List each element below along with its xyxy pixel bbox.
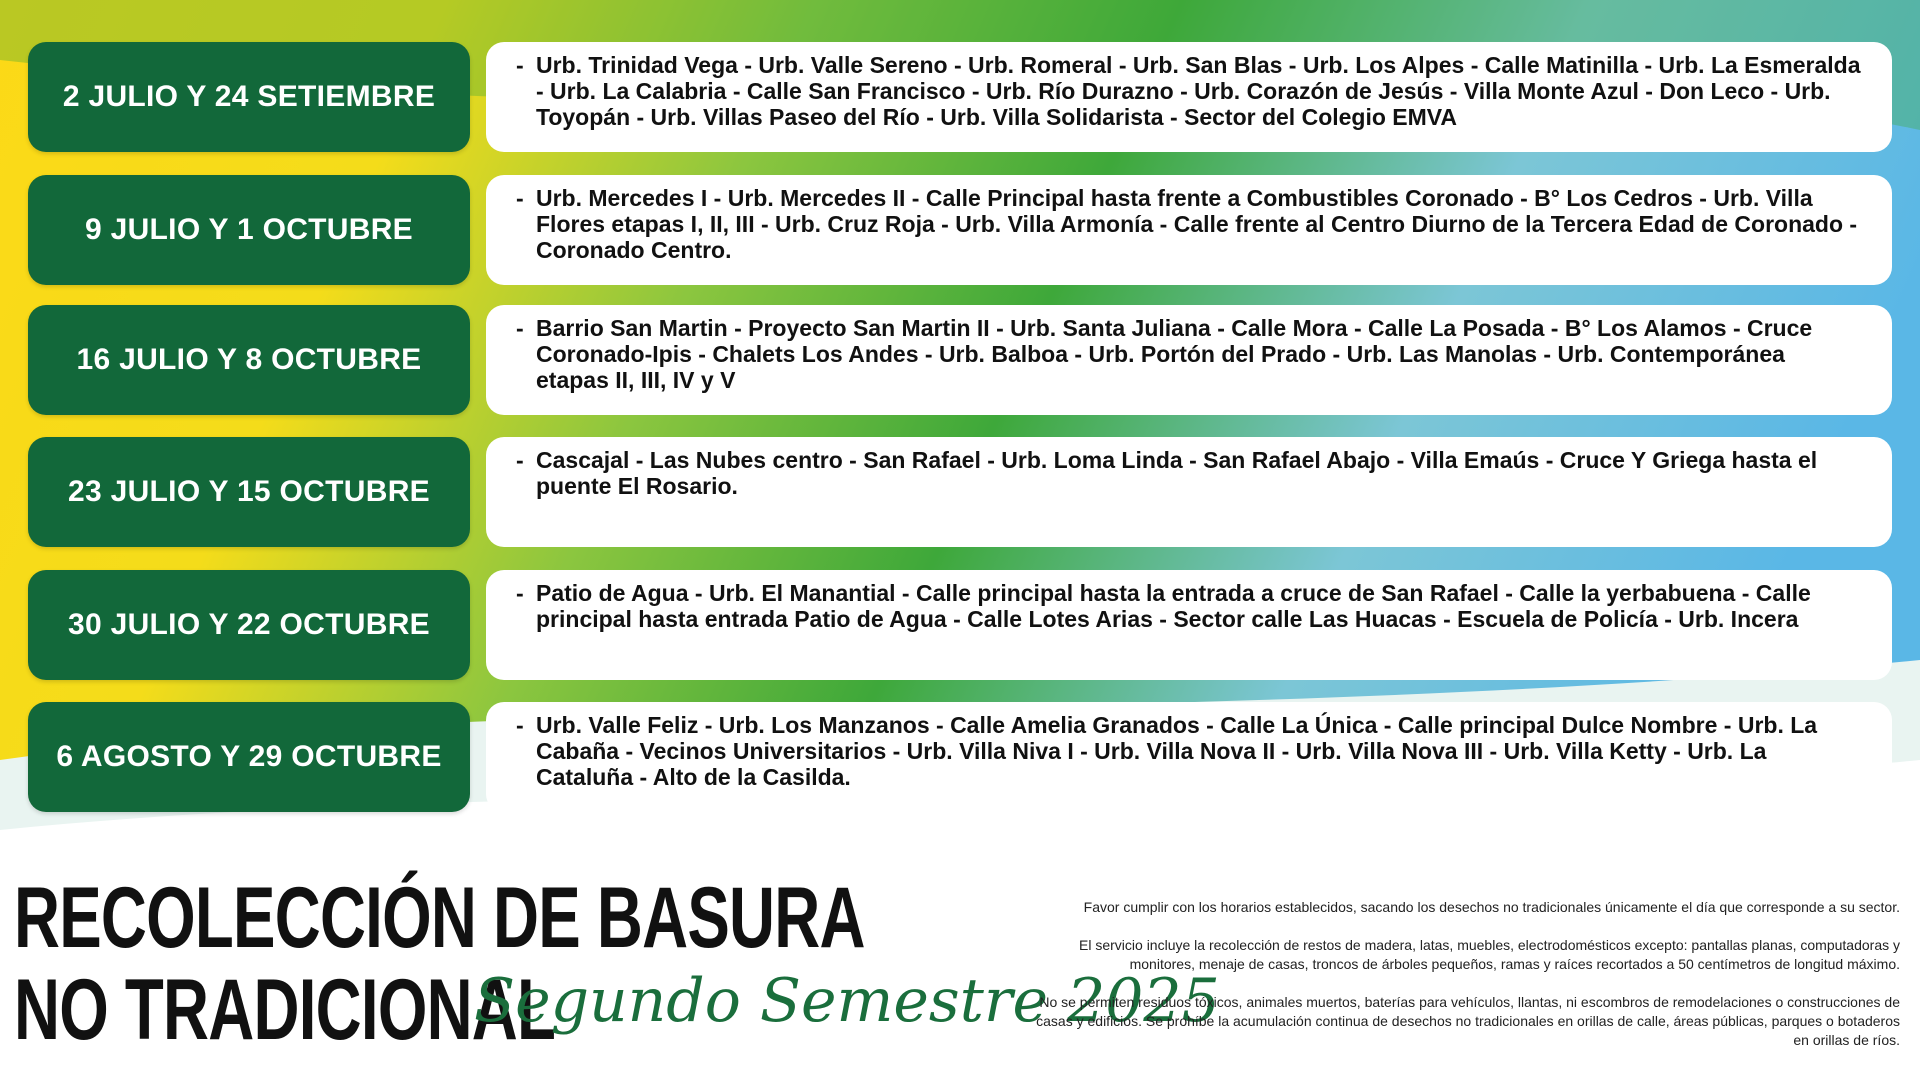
bullet-dash: - bbox=[516, 447, 524, 473]
bullet-dash: - bbox=[516, 712, 524, 738]
areas-box bbox=[486, 570, 1892, 680]
schedule-row bbox=[28, 42, 1892, 152]
areas-text: Patio de Agua - Urb. El Manantial - Calle principal hasta la entrada a cruce de San Rafael - Calle la yerbabuena - Calle principal hasta entrada Patio de Agua - Calle Lotes Arias - Sector calle Las Huacas - Escuela de Policía - Urb. Incera bbox=[536, 580, 1811, 632]
schedule-row bbox=[28, 175, 1892, 285]
note-2: El servicio incluye la recolección de restos de madera, latas, muebles, electrodomésticos excepto: pantallas planas, computadoras y monitores, menaje de casas, troncos de árboles pequeños, ramas y raíces recortados a 50 centímetros de longitud máximo. bbox=[1079, 937, 1900, 972]
areas-box bbox=[486, 437, 1892, 547]
areas-box bbox=[486, 702, 1892, 812]
date-pill: 30 JULIO Y 22 OCTUBRE bbox=[28, 570, 470, 680]
schedule-row bbox=[28, 437, 1892, 547]
date-pill: 6 AGOSTO Y 29 OCTUBRE bbox=[28, 702, 470, 812]
date-pill: 9 JULIO Y 1 OCTUBRE bbox=[28, 175, 470, 285]
areas-text: Urb. Mercedes I - Urb. Mercedes II - Calle Principal hasta frente a Combustibles Coronado - B° Los Cedros - Urb. Villa Flores etapas I, II, III - Urb. Cruz Roja - Urb. Villa Armonía - Calle frente al Centro Diurno de la Tercera Edad de Coronado - Coronado Centro. bbox=[536, 185, 1858, 263]
areas-text: Urb. Valle Feliz - Urb. Los Manzanos - Calle Amelia Granados - Calle La Única - Calle principal Dulce Nombre - Urb. La Cabaña - Vecinos Universitarios - Urb. Villa Niva I - Urb. Villa Nova II - Urb. Villa Nova III - Urb. Villa Ketty - Urb. La Cataluña - Alto de la Casilda. bbox=[536, 712, 1818, 790]
areas-text: Urb. Trinidad Vega - Urb. Valle Sereno - Urb. Romeral - Urb. San Blas - Urb. Los Alpes - Calle Matinilla - Urb. La Esmeralda - Urb. La Calabria - Calle San Francisco - Urb. Río Durazno - Urb. Corazón de Jesús - Villa Monte Azul - Don Leco - Urb. Toyopán - Urb. Villas Paseo del Río - Urb. Villa Solidarista - Sector del Colegio EMVA bbox=[536, 52, 1861, 130]
bullet-dash: - bbox=[516, 580, 524, 606]
schedule-row bbox=[28, 305, 1892, 415]
bullet-dash: - bbox=[516, 315, 524, 341]
date-pill: 2 JULIO Y 24 SETIEMBRE bbox=[28, 42, 470, 152]
schedule-row bbox=[28, 570, 1892, 680]
areas-box bbox=[486, 305, 1892, 415]
title-line-2: NO TRADICIONAL bbox=[14, 962, 556, 1058]
date-pill: 23 JULIO Y 15 OCTUBRE bbox=[28, 437, 470, 547]
areas-text: Cascajal - Las Nubes centro - San Rafael - Urb. Loma Linda - San Rafael Abajo - Villa Emaús - Cruce Y Griega hasta el puente El Rosario. bbox=[536, 447, 1818, 499]
subtitle-semester: Segundo Semestre 2025 bbox=[474, 966, 1220, 1036]
note-1: Favor cumplir con los horarios establecidos, sacando los desechos no tradicionales únicamente el día que corresponde a su sector. bbox=[1083, 899, 1900, 915]
bullet-dash: - bbox=[516, 52, 524, 78]
bullet-dash: - bbox=[516, 185, 524, 211]
notes-block bbox=[1020, 898, 1900, 1069]
date-pill: 16 JULIO Y 8 OCTUBRE bbox=[28, 305, 470, 415]
title-line-1: RECOLECCIÓN DE BASURA bbox=[14, 870, 865, 966]
schedule-row bbox=[28, 702, 1892, 812]
areas-text: Barrio San Martin - Proyecto San Martin II - Urb. Santa Juliana - Calle Mora - Calle La Posada - B° Los Alamos - Cruce Coronado-Ipis - Chalets Los Andes - Urb. Balboa - Urb. Portón del Prado - Urb. Las Manolas - Urb. Contemporánea etapas II, III, IV y V bbox=[536, 315, 1813, 393]
areas-box bbox=[486, 175, 1892, 285]
note-3: No se permiten residuos tóxicos, animales muertos, baterías para vehículos, llantas, ni escombros de remodelaciones o construcciones de casas y edificios. Se prohíbe la acumulación continua de desechos no tradicionales en orillas de calle, áreas públicas, parques o botaderos en orillas de ríos. bbox=[1036, 994, 1900, 1048]
areas-box bbox=[486, 42, 1892, 152]
